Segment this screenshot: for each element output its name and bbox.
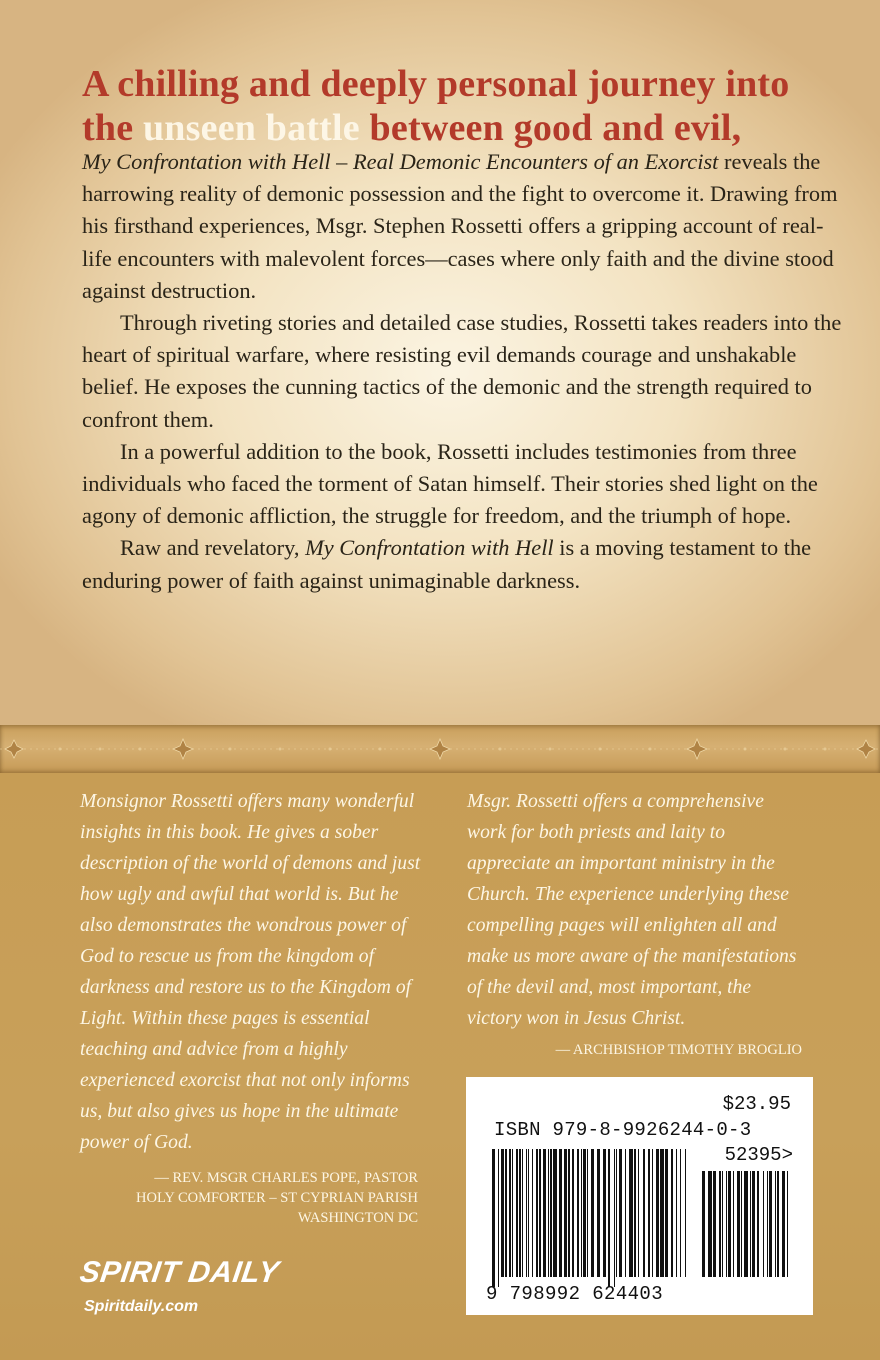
- description-paragraph-3: In a powerful addition to the book, Rossetti includes testimonies from three individuals who faced the torment of Satan himself. Their stories shed light on the agony of demonic affliction, the struggle for freedom, and the triumph of hope.: [82, 438, 818, 529]
- book-title-italic-2: My Confrontation with Hell: [305, 535, 554, 561]
- description-paragraph-1: [82, 146, 852, 307]
- barcode-bar: [597, 1149, 600, 1277]
- barcode-bar: [625, 1149, 626, 1277]
- barcode-bar: [652, 1149, 653, 1277]
- barcode-bar: [757, 1171, 759, 1277]
- barcode-bar: [512, 1149, 513, 1277]
- barcode-bar: [583, 1149, 586, 1277]
- barcode-bar: [643, 1149, 645, 1277]
- attribution-1-line2: HOLY COMFORTER – ST CYPRIAN PARISH: [136, 1190, 418, 1206]
- headline-line1: A chilling and deeply personal journey into: [82, 63, 790, 105]
- barcode-bar: [676, 1149, 677, 1277]
- description-p4-pre: Raw and revelatory,: [120, 535, 306, 561]
- barcode-bar: [591, 1149, 594, 1277]
- barcode-bar: [680, 1149, 681, 1277]
- barcode-bar: [532, 1149, 533, 1277]
- headline-line2-post: between good and evil,: [359, 107, 742, 149]
- endorsement-attribution-2: [440, 1040, 802, 1060]
- barcode-bar: [685, 1149, 686, 1277]
- barcode-bar: [671, 1149, 673, 1277]
- barcode-bar: [638, 1149, 639, 1277]
- barcode-bar: [782, 1171, 785, 1277]
- barcode-bar: [702, 1171, 705, 1277]
- barcode-bar: [550, 1149, 552, 1277]
- barcode-bar: [728, 1171, 731, 1277]
- ornamental-band: [0, 725, 880, 773]
- barcode-bar: [777, 1171, 779, 1277]
- barcode-bar: [548, 1149, 549, 1277]
- description-body: [82, 146, 852, 597]
- barcode-bar: [769, 1171, 772, 1277]
- addon-number: 52395>: [724, 1144, 793, 1166]
- barcode-bar: [634, 1149, 636, 1277]
- barcode-bar: [708, 1171, 712, 1277]
- barcode-bar: [737, 1171, 740, 1277]
- barcode-bar: [775, 1171, 776, 1277]
- addon-barcode-icon: [702, 1171, 788, 1277]
- publisher-url: Spiritdaily.com: [84, 1298, 199, 1315]
- barcode-bar: [492, 1149, 495, 1287]
- barcode-digits: 9 798992 624403: [486, 1283, 664, 1305]
- barcode-bar: [619, 1149, 622, 1277]
- headline-line2-pre: the: [82, 107, 143, 149]
- publisher-logo: SPIRIT DAILY: [77, 1256, 282, 1289]
- attribution-1-line1: — REV. MSGR CHARLES POPE, PASTOR: [154, 1170, 418, 1186]
- endorsement-quote-2: Msgr. Rossetti offers a comprehensive work for both priests and laity to appreciate an important ministry in the Church. The experience underlying these compelling pages will enlighten all and make us more aware of the manifestations of the devil and, most important, the victory won in Jesus Christ.: [467, 791, 797, 1029]
- barcode-bar: [616, 1149, 617, 1277]
- barcode-bar: [767, 1171, 768, 1277]
- barcode-bar: [744, 1171, 748, 1277]
- attribution-2-line1: — ARCHBISHOP TIMOTHY BROGLIO: [555, 1042, 802, 1058]
- barcode-bar: [501, 1149, 504, 1277]
- barcode-bar: [572, 1149, 574, 1277]
- barcode-bar: [539, 1149, 541, 1277]
- barcode-bar: [665, 1149, 668, 1277]
- barcode-bar: [577, 1149, 579, 1277]
- description-paragraph-2: Through riveting stories and detailed case studies, Rossetti takes readers into the heart of spiritual warfare, where resisting evil demands courage and unshakable belief. He exposes the cunning tactics of the demonic and the strength required to confront them.: [82, 310, 842, 432]
- barcode-bar: [726, 1171, 727, 1277]
- ornament-pattern-icon: [0, 725, 880, 773]
- barcode-bar: [713, 1171, 716, 1277]
- ean-barcode-icon: [492, 1149, 686, 1287]
- barcode-bar: [750, 1171, 751, 1277]
- barcode-bar: [733, 1171, 734, 1277]
- barcode-bar: [763, 1171, 764, 1277]
- description-p4-post: is a moving testament to the enduring power of faith against unimaginable darkness.: [82, 535, 812, 593]
- barcode-bar: [629, 1149, 633, 1277]
- barcode-bar: [536, 1149, 538, 1277]
- barcode-bar: [719, 1171, 721, 1277]
- barcode-bar: [581, 1149, 582, 1277]
- barcode-bar: [603, 1149, 606, 1277]
- barcode-bar: [722, 1171, 723, 1277]
- barcode-bar: [498, 1149, 499, 1287]
- barcode-bar: [526, 1149, 527, 1277]
- book-title-italic: My Confrontation with Hell – Real Demonic Encounters of an Exorcist: [82, 149, 719, 174]
- barcode-bar: [519, 1149, 521, 1277]
- attribution-1-line3: WASHINGTON DC: [297, 1210, 418, 1226]
- barcode-bar: [568, 1149, 570, 1277]
- barcode-bar: [522, 1149, 523, 1277]
- barcode-bar: [752, 1171, 755, 1277]
- headline: [82, 62, 862, 150]
- barcode-bar: [509, 1149, 511, 1277]
- barcode-bar: [656, 1149, 659, 1277]
- description-p1-text: reveals the harrowing reality of demonic possession and the fight to overcome it. Drawing from his firsthand experiences, Msgr. Stephen Rossetti offers a gripping account of real-life encounters with malevolent forces—cases where only faith and the divine stood against destruction.: [82, 149, 838, 303]
- barcode-box: [466, 1077, 813, 1315]
- barcode-bar: [505, 1149, 507, 1277]
- barcode-bar: [660, 1149, 664, 1277]
- barcode-bar: [564, 1149, 567, 1277]
- barcode-bar: [648, 1149, 650, 1277]
- headline-highlight: unseen battle: [142, 107, 360, 149]
- price-label: $23.95: [722, 1093, 791, 1115]
- barcode-bar: [516, 1149, 518, 1277]
- barcode-bar: [559, 1149, 562, 1277]
- barcode-bar: [553, 1149, 557, 1277]
- barcode-bar: [741, 1171, 742, 1277]
- barcode-bar: [787, 1171, 788, 1277]
- barcode-bar: [587, 1149, 588, 1277]
- description-paragraph-4: [82, 532, 852, 596]
- isbn-label: ISBN 979-8-9926244-0-3: [494, 1119, 752, 1141]
- barcode-bar: [614, 1149, 615, 1287]
- endorsement-quote-1: Monsignor Rossetti offers many wonderful insights in this book. He gives a sober description of the world of demons and just how ugly and awful that world is. But he also demonstrates the wondrous power of God to rescue us from the kingdom of darkness and restore us to the Kingdom of Light. Within these pages is essential teaching and advice from a highly experienced exorcist that not only informs us, but also gives us hope in the ultimate power of God.: [80, 791, 421, 1153]
- barcode-bar: [543, 1149, 546, 1277]
- barcode-bar: [528, 1149, 529, 1277]
- barcode-bar: [608, 1149, 610, 1287]
- endorsement-attribution-1: [60, 1168, 418, 1228]
